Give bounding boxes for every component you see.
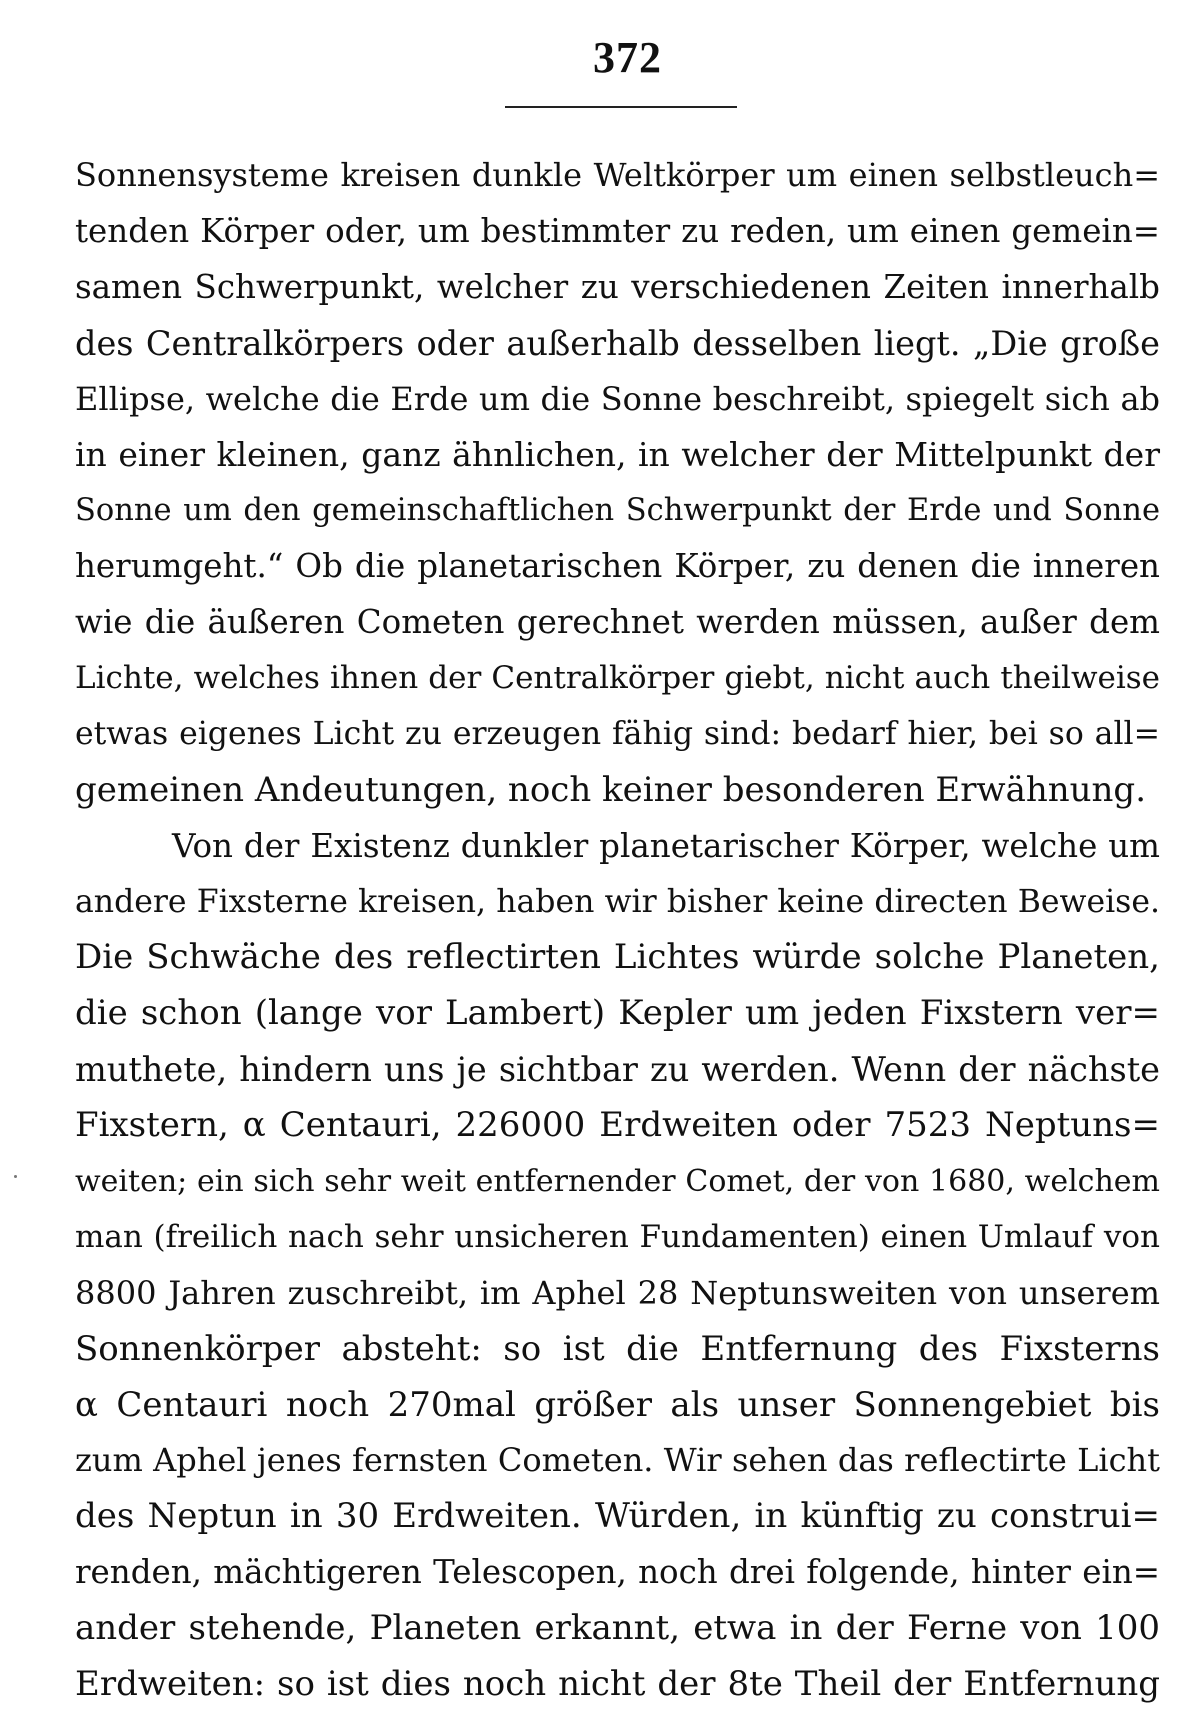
text-line: muthete, hindern uns je sichtbar zu werden. Wenn der nächste xyxy=(75,1050,1160,1090)
text-line: renden, mächtigeren Telescopen, noch drei folgende, hinter ein= xyxy=(75,1553,1160,1592)
text-line: Sonnensysteme kreisen dunkle Weltkörper um einen selbstleuch= xyxy=(75,156,1160,194)
text-line: zum Aphel jenes fernsten Cometen. Wir sehen das reflectirte Licht xyxy=(75,1441,1160,1480)
text-line: Fixstern, α Centauri, 226000 Erdweiten oder 7523 Neptuns= xyxy=(75,1105,1160,1146)
scan-speck xyxy=(14,1175,17,1178)
text-line: ander stehende, Planeten erkannt, etwa in der Ferne von 100 xyxy=(75,1608,1160,1649)
text-line: in einer kleinen, ganz ähnlichen, in welcher der Mittelpunkt der xyxy=(75,435,1160,475)
text-line: des Neptun in 30 Erdweiten. Würden, in künftig zu construi= xyxy=(75,1496,1160,1537)
text-line: samen Schwerpunkt, welcher zu verschiedenen Zeiten innerhalb xyxy=(75,267,1160,306)
text-line: weiten; ein sich sehr weit entfernender Comet, der von 1680, welchem xyxy=(75,1164,1160,1200)
text-line: Ellipse, welche die Erde um die Sonne beschreibt, spiegelt sich ab xyxy=(75,379,1160,418)
text-line: Von der Existenz dunkler planetarischer Körper, welche um xyxy=(172,826,1160,865)
text-line: etwas eigenes Licht zu erzeugen fähig sind: bedarf hier, bei so all= xyxy=(75,715,1160,752)
text-line: man (freilich nach sehr unsicheren Fundamenten) einen Umlauf von xyxy=(75,1218,1160,1255)
header-rule xyxy=(505,106,737,108)
text-line: die schon (lange vor Lambert) Kepler um jeden Fixstern ver= xyxy=(75,993,1160,1034)
text-line: Sonnenkörper absteht: so ist die Entfernung des Fixsterns xyxy=(75,1328,1160,1369)
text-line: tenden Körper oder, um bestimmter zu reden, um einen gemein= xyxy=(75,211,1160,250)
text-line: 8800 Jahren zuschreibt, im Aphel 28 Neptunsweiten von unserem xyxy=(75,1273,1160,1312)
text-line: α Centauri noch 270mal größer als unser Sonnengebiet bis xyxy=(75,1384,1160,1425)
text-line: wie die äußeren Cometen gerechnet werden müssen, außer dem xyxy=(75,603,1160,642)
text-line: andere Fixsterne kreisen, haben wir bisher keine directen Beweise. xyxy=(75,883,1160,920)
text-line: herumgeht.“ Ob die planetarischen Körper, zu denen die inneren xyxy=(75,547,1160,586)
text-line: gemeinen Andeutungen, noch keiner besonderen Erwähnung. xyxy=(75,769,1146,810)
body-text xyxy=(75,148,1160,1713)
page-number: 372 xyxy=(593,33,662,82)
text-line: Die Schwäche des reflectirten Lichtes würde solche Planeten, xyxy=(75,937,1160,978)
text-line: Sonne um den gemeinschaftlichen Schwerpunkt der Erde und Sonne xyxy=(75,493,1160,529)
text-line: des Centralkörpers oder außerhalb desselben liegt. „Die große xyxy=(75,323,1160,363)
text-line: Erdweiten: so ist dies noch nicht der 8te Theil der Entfernung xyxy=(75,1664,1160,1705)
text-line: Lichte, welches ihnen der Centralkörper giebt, nicht auch theilweise xyxy=(75,660,1160,697)
